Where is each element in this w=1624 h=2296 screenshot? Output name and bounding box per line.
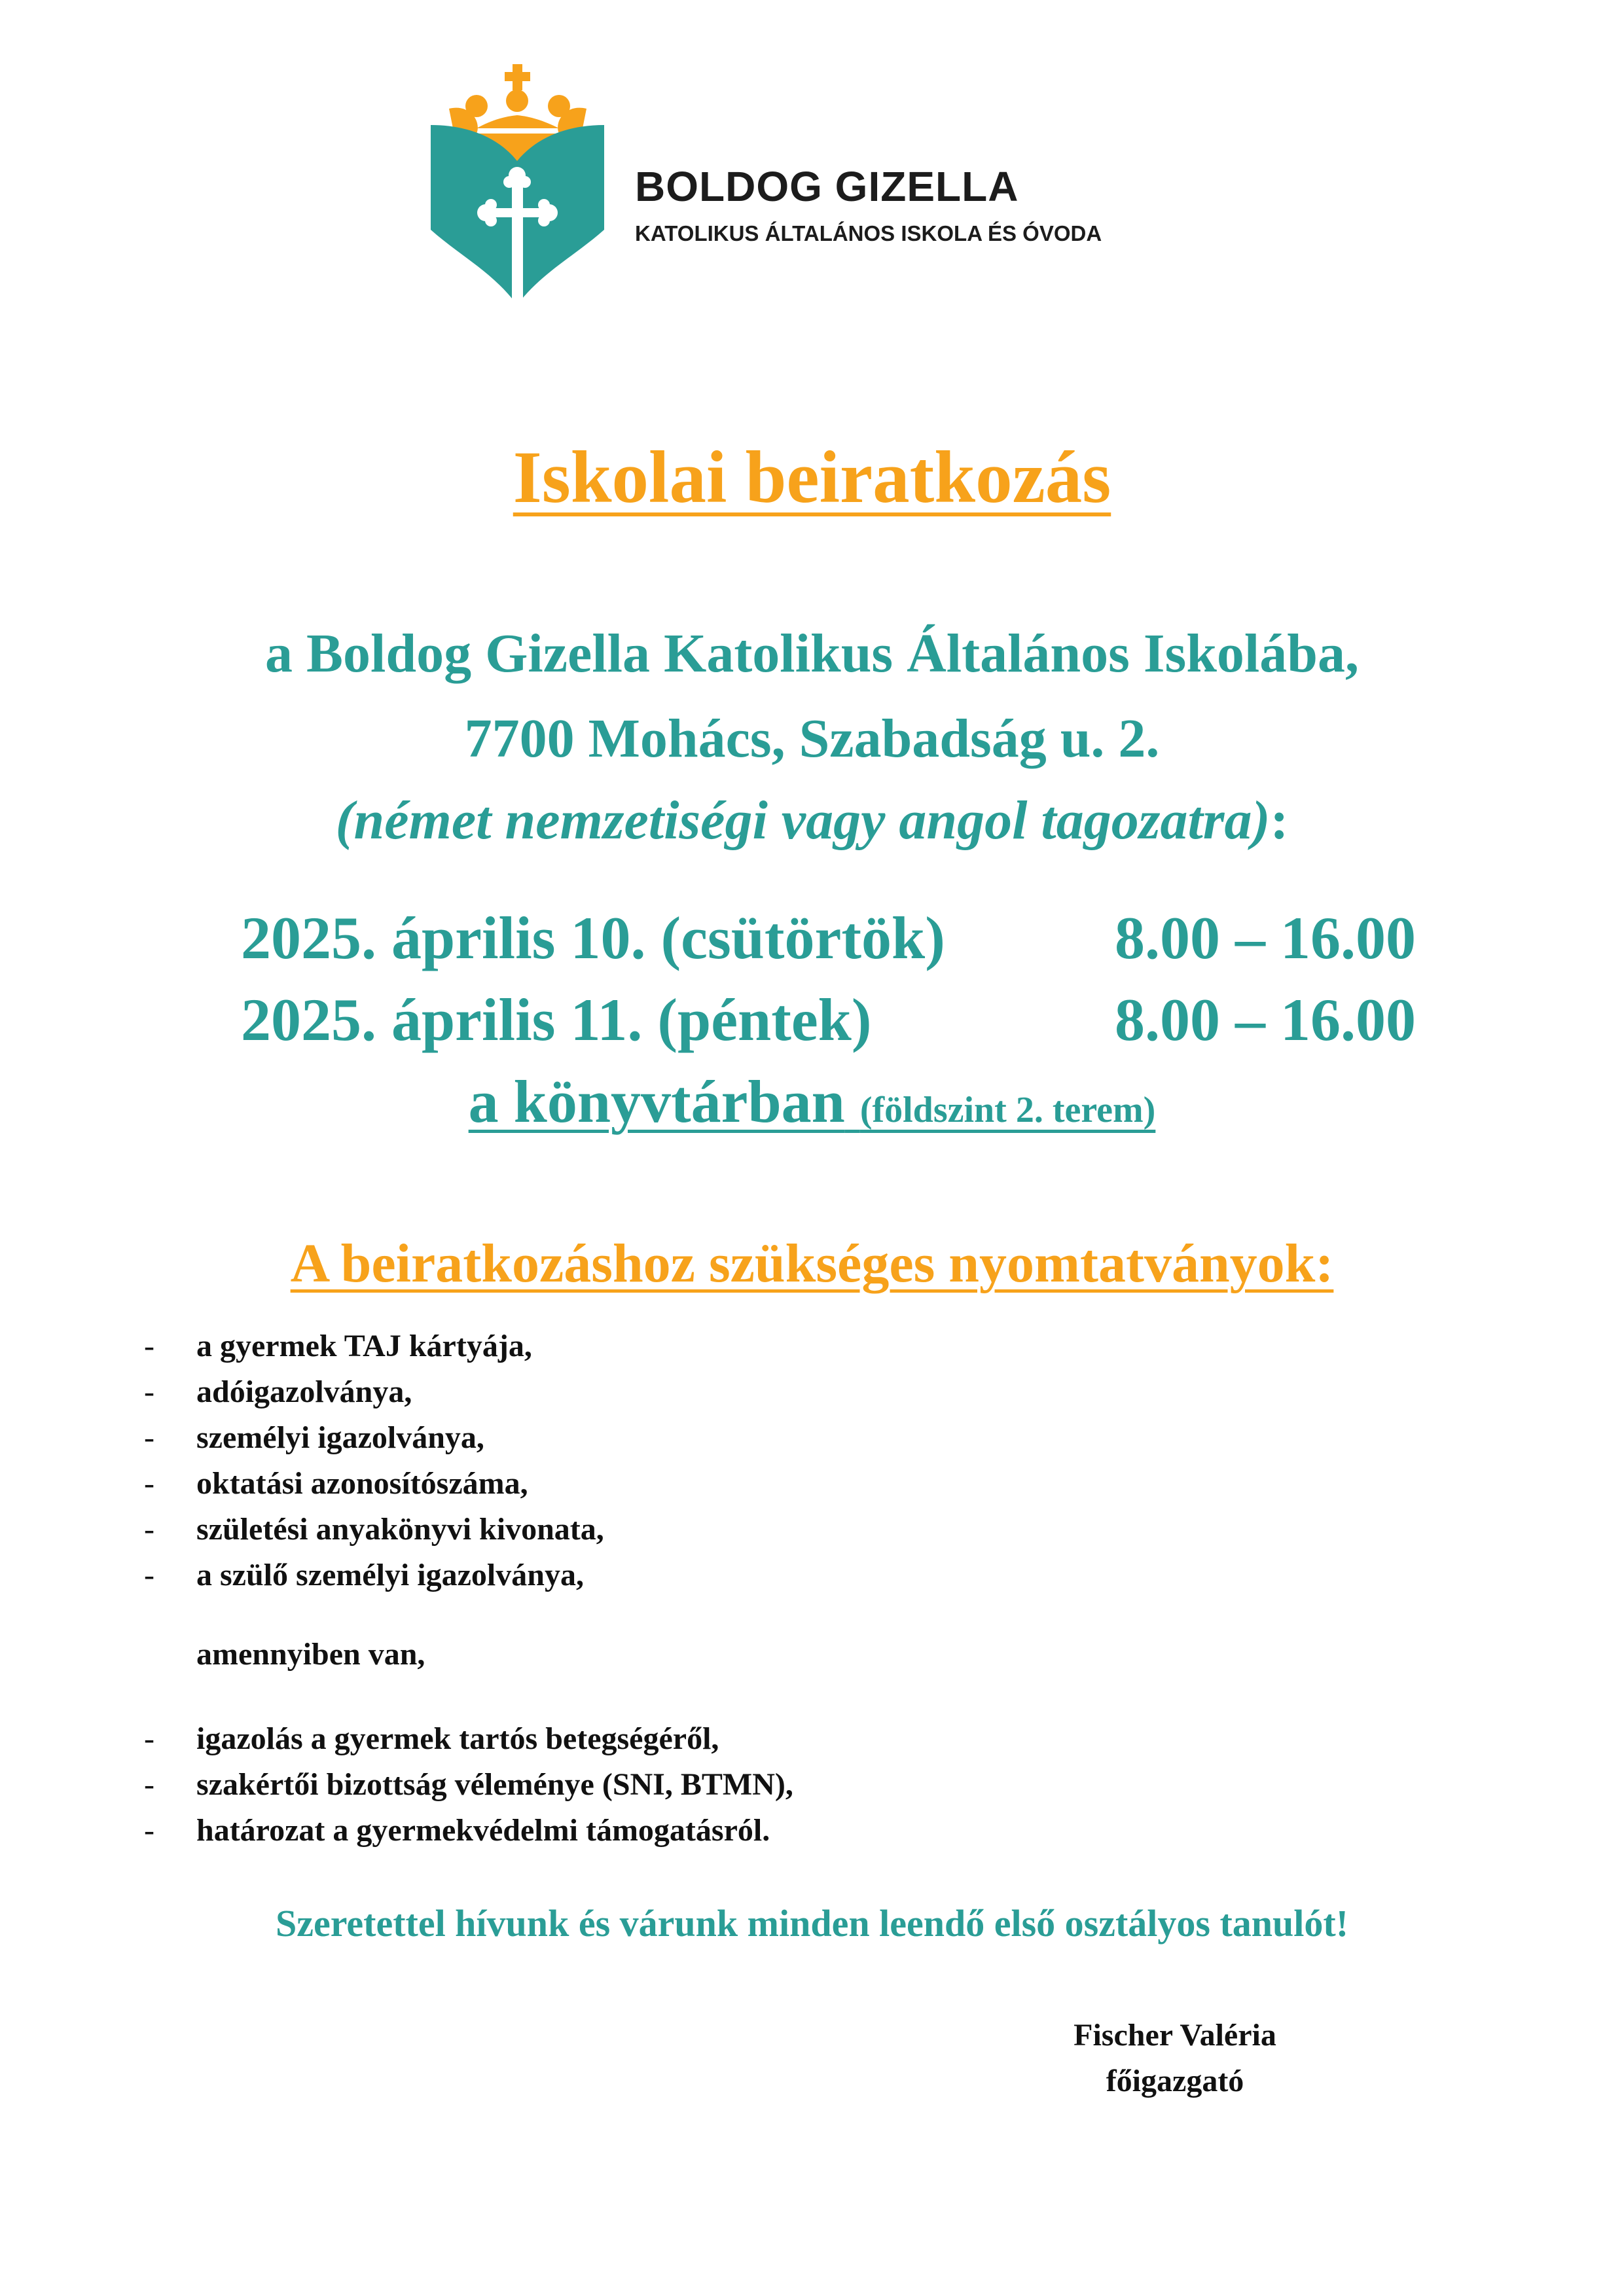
bullet-dash: - [144, 1329, 154, 1363]
if-any-label: amennyiben van, [196, 1637, 425, 1672]
list-item-text: a gyermek TAJ kártyája, [196, 1329, 532, 1363]
bullet-dash: - [144, 1813, 154, 1848]
location-main [469, 1068, 1156, 1135]
location-detail: (földszint 2. terem) [859, 1090, 1156, 1130]
brand-name: BOLDOG GIZELLA [635, 163, 1019, 210]
bullet-dash: - [144, 1512, 154, 1547]
track-suffix: : [1270, 790, 1289, 851]
list-item [144, 1552, 1322, 1598]
bullet-dash: - [144, 1767, 154, 1802]
crown-shield-cross-logo [431, 63, 604, 305]
brand-subtitle: KATOLIKUS ÁLTALÁNOS ISKOLA ÉS ÓVODA [635, 221, 1102, 245]
time-text: 8.00 – 16.00 [1115, 905, 1416, 971]
location-main-text: a könyvtárban [468, 1068, 845, 1135]
invitation-text: Szeretettel hívunk és várunk minden leendő első osztályos tanulót! [275, 1902, 1349, 1945]
list-item-text: oktatási azonosítószáma, [196, 1466, 528, 1501]
bullet-dash: - [144, 1466, 154, 1501]
page-title: Iskolai beiratkozás [513, 437, 1111, 518]
list-item-text: határozat a gyermekvédelmi támogatásról. [196, 1813, 770, 1848]
list-item-text: szakértői bizottság véleménye (SNI, BTMN), [196, 1767, 793, 1802]
date-text: 2025. április 11. (péntek) [241, 986, 872, 1053]
track-line [0, 789, 1624, 852]
bullet-dash: - [144, 1721, 154, 1756]
list-item [144, 1323, 1322, 1369]
list-item-text: igazolás a gyermek tartós betegségéről, [196, 1721, 719, 1756]
list-item [144, 1461, 1322, 1507]
bullet-dash: - [144, 1558, 154, 1592]
list-item-text: személyi igazolványa, [196, 1420, 484, 1455]
list-item-text: a szülő személyi igazolványa, [196, 1558, 584, 1592]
optional-documents-list [144, 1716, 1322, 1854]
list-item-text: adóigazolványa, [196, 1374, 412, 1409]
location-line [0, 1067, 1624, 1136]
bullet-dash: - [144, 1420, 154, 1455]
list-item [144, 1415, 1322, 1461]
list-item [144, 1716, 1322, 1762]
list-item-text: születési anyakönyvi kivonata, [196, 1512, 604, 1547]
list-item [144, 1507, 1322, 1552]
time-text: 8.00 – 16.00 [1115, 986, 1416, 1053]
signature-name: Fischer Valéria [1074, 2018, 1276, 2053]
school-line: a Boldog Gizella Katolikus Általános Iskolába, [265, 623, 1359, 684]
bullet-dash: - [144, 1374, 154, 1409]
date-row [241, 903, 1485, 975]
list-item [144, 1808, 1322, 1854]
list-item [144, 1369, 1322, 1415]
forms-heading: A beiratkozáshoz szükséges nyomtatványok: [290, 1233, 1334, 1294]
date-row [241, 985, 1485, 1057]
address-line: 7700 Mohács, Szabadság u. 2. [464, 708, 1160, 769]
track-text: (német nemzetiségi vagy angol tagozatra) [335, 790, 1271, 851]
required-documents-list [144, 1323, 1322, 1598]
list-item [144, 1762, 1322, 1808]
signature-title: főigazgató [1106, 2064, 1244, 2098]
date-text: 2025. április 10. (csütörtök) [241, 905, 945, 971]
